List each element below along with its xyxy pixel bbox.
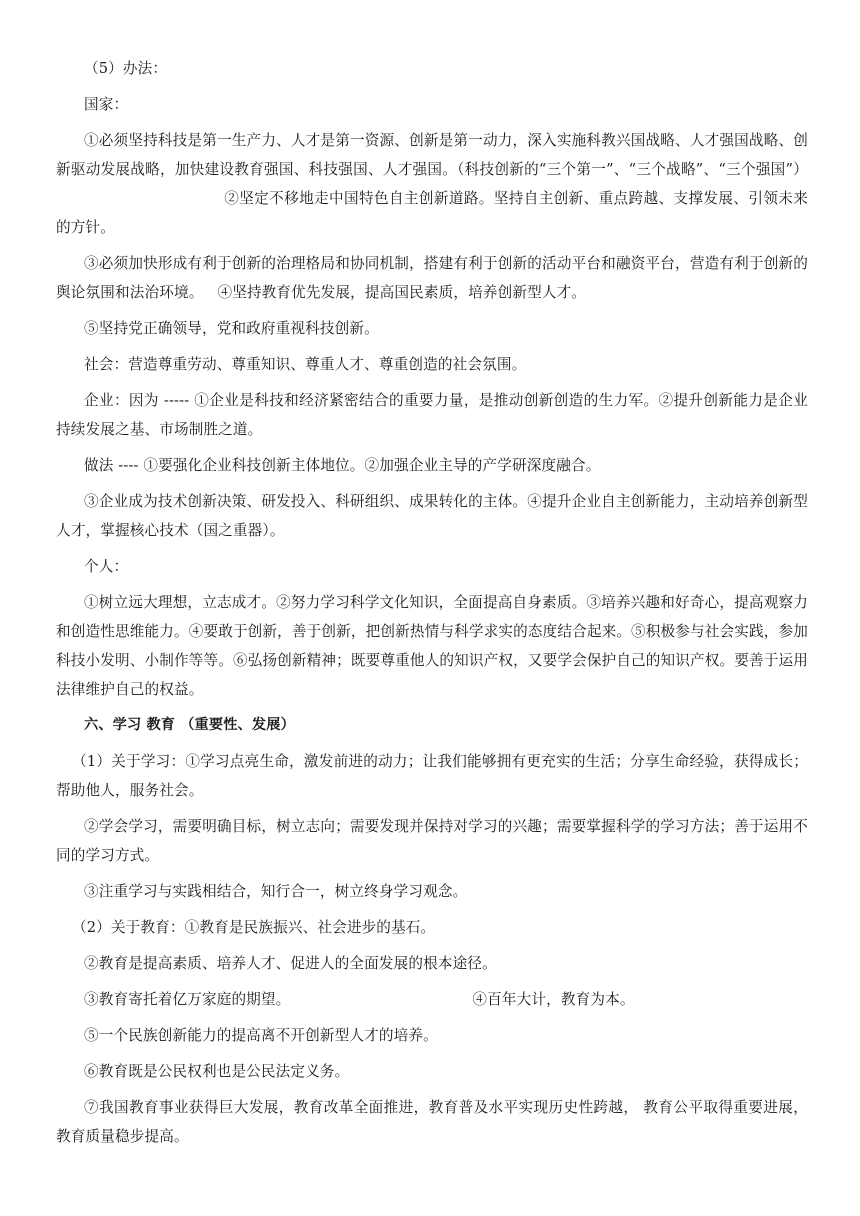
state-measure-5: ⑤坚持党正确领导，党和政府重视科技创新。 bbox=[84, 320, 379, 337]
study-method: ②学会学习，需要明确目标，树立志向；需要发现并保持对学习的兴趣；需要掌握科学的学习方法；善于运用不同的学习方式。 bbox=[56, 818, 808, 864]
enterprise-reason: 企业：因为 ----- ①企业是科技和经济紧密结合的重要力量，是推动创新创造的生力军。②提升创新能力是企业持续发展之基、市场制胜之道。 bbox=[56, 392, 808, 438]
enterprise-method: 做法 ---- ①要强化企业科技创新主体地位。②加强企业主导的产学研深度融合。 bbox=[84, 457, 601, 474]
state-measure-3: ③必须加快形成有利于创新的治理格局和协同机制，搭建有利于创新的活动平台和融资平台，营造有利于创新的舆论氛围和法治环境。 bbox=[56, 255, 808, 301]
enterprise-method-2: ③企业成为技术创新决策、研发投入、科研组织、成果转化的主体。④提升企业自主创新能力，主动培养创新型人才，掌握核心技术（国之重器）。 bbox=[56, 493, 808, 539]
education-point-5: ⑤一个民族创新能力的提高离不开创新型人才的培养。 bbox=[84, 1027, 438, 1044]
state-measures-paragraph-2 bbox=[56, 249, 808, 307]
education-point-4: ④百年大计，教育为本。 bbox=[472, 991, 635, 1008]
section-5-title: （5）办法： bbox=[84, 60, 168, 77]
education-point-7: ⑦我国教育事业获得巨大发展，教育改革全面推进，教育普及水平实现历史性跨越， 教育公平取得重要进展，教育质量稳步提高。 bbox=[56, 1099, 808, 1145]
state-measure-4: ④坚持教育优先发展，提高国民素质，培养创新型人才。 bbox=[217, 284, 587, 301]
state-label: 国家： bbox=[84, 96, 129, 113]
education-points-3-4 bbox=[56, 985, 808, 1014]
state-measure-1: ①必须坚持科技是第一生产力、人才是第一资源、创新是第一动力，深入实施科教兴国战略、人才强国战略、创新驱动发展战略，加快建设教育强国、科技强国、人才强国。（科技创新的“三个第一”、“三个战略”、“三个强国”） bbox=[56, 132, 808, 178]
education-point-1: （2）关于教育：①教育是民族振兴、社会进步的基石。 bbox=[72, 919, 436, 936]
education-point-2: ②教育是提高素质、培养人才、促进人的全面发展的根本途径。 bbox=[84, 955, 497, 972]
education-point-3: ③教育寄托着亿万家庭的期望。 bbox=[84, 991, 291, 1008]
section-6-heading: 六、学习 教育 （重要性、发展） bbox=[84, 717, 295, 733]
society-measure: 社会：营造尊重劳动、尊重知识、尊重人才、尊重创造的社会氛围。 bbox=[84, 356, 527, 373]
study-practice: ③注重学习与实践相结合，知行合一，树立终身学习观念。 bbox=[84, 883, 468, 900]
education-point-6: ⑥教育既是公民权利也是公民法定义务。 bbox=[84, 1063, 350, 1080]
individual-label: 个人： bbox=[84, 558, 129, 575]
study-importance: （1）关于学习：①学习点亮生命，激发前进的动力；让我们能够拥有更充实的生活；分享生命经验，获得成长；帮助他人，服务社会。 bbox=[56, 753, 808, 799]
individual-measures: ①树立远大理想，立志成才。②努力学习科学文化知识，全面提高自身素质。③培养兴趣和好奇心，提高观察力和创造性思维能力。④要敢于创新，善于创新，把创新热情与科学求实的态度结合起来。⑤积极参与社会实践，参加科技小发明、小制作等等。⑥弘扬创新精神；既要尊重他人的知识产权，又要学会保护自己的知识产权。要善于运用法律维护自己的权益。 bbox=[56, 594, 808, 698]
document-page bbox=[56, 54, 808, 1158]
state-measure-2: ②坚定不移地走中国特色自主创新道路。坚持自主创新、重点跨越、支撑发展、引领未来的方针。 bbox=[56, 190, 808, 236]
state-measures-paragraph bbox=[56, 126, 808, 242]
